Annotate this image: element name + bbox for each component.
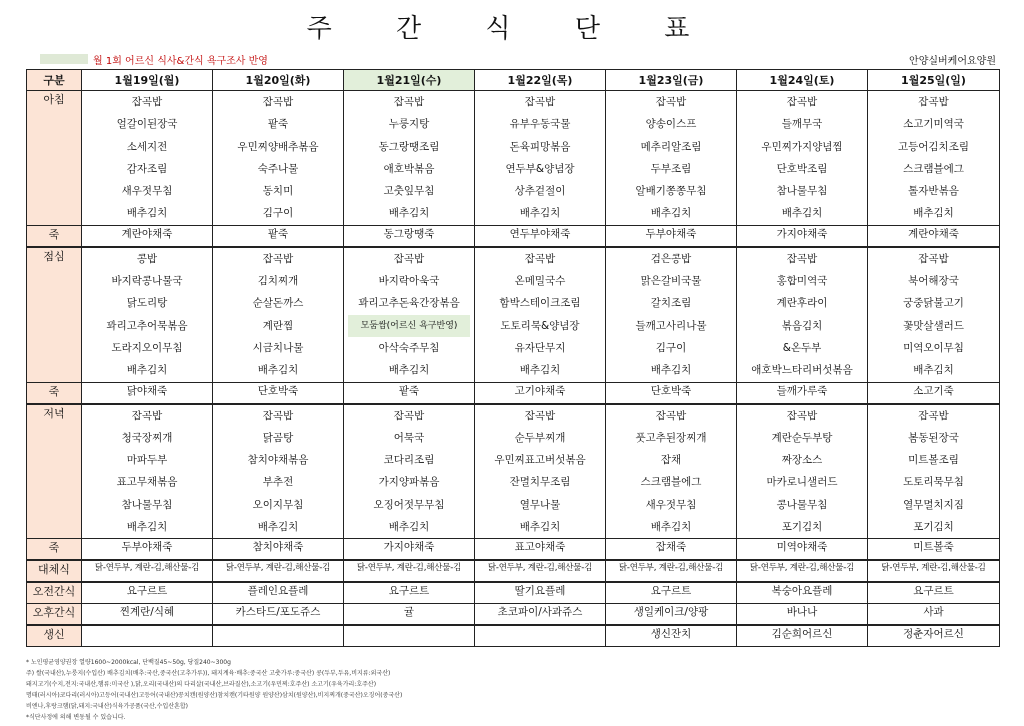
menu-item: 함박스테이크조림 (499, 297, 581, 310)
breakfast-porridge-cell: 연두부야채죽 (475, 225, 606, 247)
dinner-porridge-cell: 가지야채죽 (344, 539, 475, 561)
footnotes (26, 657, 1001, 723)
menu-item: 잡곡밥 (393, 409, 425, 422)
menu-item: 참치야채볶음 (247, 454, 309, 467)
menu-item: 순두부찌개 (514, 431, 566, 444)
pm-snack-cell: 카스타드/포도쥬스 (213, 604, 344, 626)
day-header: 1월21일(수) (344, 70, 475, 91)
breakfast-porridge-cell: 두부야채죽 (606, 225, 737, 247)
menu-item: 잡곡밥 (524, 252, 556, 265)
menu-item: 순살돈까스 (252, 297, 304, 310)
menu-item: 배추김치 (257, 364, 299, 377)
menu-item: 배추김치 (126, 521, 168, 534)
menu-item: 배추김치 (126, 364, 168, 377)
alternative-meal-cell: 닭-연두부, 계란-김,해산물-김 (737, 560, 868, 582)
menu-item: 고등어김치조림 (897, 140, 969, 153)
menu-item: 북어해장국 (908, 275, 959, 288)
birthday-cell: 정춘자어르신 (868, 625, 1000, 647)
footnote-line: * 노인평균영양권장 열량1600~2000kcal, 단백질45~50g, 당질240~300g (26, 659, 231, 666)
menu-item: 아삭숙주무침 (378, 341, 440, 354)
lunch-day-cell (737, 247, 868, 382)
am-snack-row (27, 582, 1000, 604)
menu-item: &온두부 (782, 341, 822, 354)
day-header: 1월20일(화) (213, 70, 344, 91)
birthday-cell: 생신잔치 (606, 625, 737, 647)
menu-item: 부추전 (262, 476, 294, 489)
menu-item: 우민찌표고버섯볶음 (494, 454, 586, 467)
menu-item: 새우젓무침 (645, 498, 697, 511)
menu-item: 배추김치 (519, 207, 561, 220)
lunch-porridge-cell: 닭야채죽 (82, 382, 213, 404)
am-snack-cell: 복숭아요플레 (737, 582, 868, 604)
menu-item: 얼갈이된장국 (116, 118, 178, 131)
menu-item: 도토리묵무침 (903, 476, 964, 489)
lunch-porridge-cell: 소고기죽 (868, 382, 1000, 404)
menu-item: 콩밥 (136, 252, 158, 265)
lunch-row (27, 247, 1000, 382)
menu-item: 연두부&양념장 (505, 162, 575, 175)
am-snack-cell: 요구르트 (344, 582, 475, 604)
menu-item: 계란후라이 (776, 297, 828, 310)
menu-item: 참나물무침 (776, 185, 828, 198)
alternative-meal-cell: 닭-연두부, 계란-김,해산물-김 (213, 560, 344, 582)
breakfast-porridge-label: 죽 (27, 225, 82, 247)
lunch-day-cell (344, 247, 475, 382)
pm-snack-label: 오후간식 (27, 604, 82, 626)
menu-item: 짜장소스 (781, 454, 823, 467)
breakfast-day-cell (868, 91, 1000, 226)
menu-item: 잡곡밥 (131, 409, 163, 422)
birthday-cell (475, 625, 606, 647)
breakfast-porridge-cell: 계란야채죽 (868, 225, 1000, 247)
menu-item: 계란순두부탕 (771, 431, 833, 444)
lunch-day-cell (606, 247, 737, 382)
menu-item: 동치미 (262, 185, 294, 198)
legend-text: 월 1회 어르신 식사&간식 욕구조사 반영 (93, 56, 268, 67)
day-header: 1월19일(월) (82, 70, 213, 91)
menu-item: 궁중닭불고기 (903, 297, 964, 310)
breakfast-day-cell (213, 91, 344, 226)
menu-item: 팥죽 (267, 118, 289, 131)
menu-item: 들깨고사리나물 (635, 319, 707, 332)
menu-item: 들깨무국 (781, 118, 823, 131)
menu-item: 표고무채볶음 (116, 476, 178, 489)
alternative-meal-label: 대체식 (27, 560, 82, 582)
menu-item: 코다리조림 (383, 454, 435, 467)
breakfast-label: 아침 (27, 91, 82, 226)
menu-item: 잡곡밥 (655, 96, 687, 108)
footnote-line: 주) 쌀(국내산),누룽지(수입산) 배추김치(배추:국산,중국산(고추가루)), 돼지계육·배추:중국산 고춧가루:중국산) 콩(두부,두유,비지류:외국산) (26, 670, 391, 677)
birthday-cell (213, 625, 344, 647)
menu-item: 유부우동국물 (509, 118, 571, 131)
menu-item: 마카로니샐러드 (766, 476, 838, 489)
lunch-porridge-cell: 팥죽 (344, 382, 475, 404)
menu-item: 배추김치 (388, 364, 430, 377)
menu-item: 잡곡밥 (918, 252, 949, 265)
dinner-porridge-cell: 두부야채죽 (82, 539, 213, 561)
menu-item: 잡곡밥 (262, 409, 294, 422)
menu-item: 열무멸치지짐 (903, 498, 964, 511)
menu-item: 김구이 (655, 341, 687, 354)
menu-item: 참나물무침 (121, 498, 173, 511)
menu-item: 톨자반볶음 (908, 185, 959, 198)
dinner-porridge-cell: 미역야채죽 (737, 539, 868, 561)
menu-item: 잡곡밥 (262, 252, 294, 265)
menu-item: 꽈리고추어묵볶음 (106, 319, 188, 332)
day-header: 1월25일(일) (868, 70, 1000, 91)
menu-item: 미트볼조림 (908, 454, 959, 467)
dinner-day-cell (213, 404, 344, 539)
menu-item: 배추김치 (388, 521, 430, 534)
lunch-porridge-cell: 단호박죽 (213, 382, 344, 404)
menu-item: 잡곡밥 (131, 96, 163, 108)
pm-snack-cell: 찐계란/식혜 (82, 604, 213, 626)
menu-item: 청국장찌개 (121, 431, 173, 444)
alternative-meal-cell: 닭-연두부, 계란-김,해산물-김 (82, 560, 213, 582)
breakfast-day-cell (606, 91, 737, 226)
lunch-day-cell (475, 247, 606, 382)
facility-name: 안양실버케어요양원 (909, 56, 996, 67)
pm-snack-cell: 바나나 (737, 604, 868, 626)
menu-item: 우민찌양배추볶음 (237, 140, 319, 153)
lunch-day-cell (868, 247, 1000, 382)
page-title: 주 간 식 단 표 (306, 14, 718, 44)
header-row (27, 70, 1000, 91)
menu-item: 열무나물 (519, 498, 561, 511)
menu-item: 잡곡밥 (655, 409, 687, 422)
alternative-meal-cell: 닭-연두부, 계란-김,해산물-김 (475, 560, 606, 582)
menu-item: 김구이 (262, 207, 294, 220)
dinner-porridge-label: 죽 (27, 539, 82, 561)
menu-item: 잡곡밥 (262, 96, 294, 108)
footnote-line: 명태(러시아)코다리(러시아)고등어(국내산)고등어(국내산)꽁치캔(원양산)참치캔(기타원양 원양산)삼치(원양산),비지찌개(중국산)오징어(중국산) (26, 692, 403, 699)
lunch-day-cell (213, 247, 344, 382)
menu-item: 마파두부 (126, 454, 168, 467)
footnote-line: *식단사정에 의해 변동될 수 있습니다. (26, 714, 126, 721)
menu-item: 오이지무침 (252, 498, 304, 511)
footnote-line: 돼지고기(수지,전지:국내산,햄류:미국산 ),닭,오리(국내산)의 다리살(국내산,브라질산),소고기(우민찌:호주산) 소고기(우육가리:호주산) (26, 681, 377, 688)
dinner-porridge-cell: 미트볼죽 (868, 539, 1000, 561)
menu-item: 애호박볶음 (383, 162, 435, 175)
menu-item: 소세지전 (126, 140, 168, 153)
breakfast-day-cell (737, 91, 868, 226)
menu-item: 새우젓무침 (121, 185, 173, 198)
menu-item: 스크램블에그 (903, 162, 964, 175)
pm-snack-cell: 초코파이/사과쥬스 (475, 604, 606, 626)
menu-item: 오징어젓무무침 (373, 498, 445, 511)
menu-item: 꽈리고추돈육간장볶음 (358, 297, 460, 310)
legend-swatch (40, 54, 88, 64)
menu-item: 볶음김치 (781, 319, 823, 332)
alternative-meal-row (27, 560, 1000, 582)
pm-snack-cell: 귤 (344, 604, 475, 626)
menu-item: 배추김치 (126, 207, 168, 220)
menu-item: 갈치조림 (650, 297, 692, 310)
day-header: 1월23일(금) (606, 70, 737, 91)
menu-item: 애호박느타리버섯볶음 (751, 364, 853, 377)
am-snack-cell: 플레인요플레 (213, 582, 344, 604)
menu-item: 꽃맛살샐러드 (903, 319, 964, 332)
menu-item: 배추김치 (913, 207, 954, 220)
am-snack-cell: 요구르트 (868, 582, 1000, 604)
menu-item: 검은콩밥 (650, 252, 692, 265)
dinner-day-cell (344, 404, 475, 539)
menu-item: 배추김치 (781, 207, 823, 220)
breakfast-porridge-row (27, 225, 1000, 247)
pm-snack-cell: 생일케이크/양팡 (606, 604, 737, 626)
lunch-porridge-cell: 고기야채죽 (475, 382, 606, 404)
weekly-menu-table (26, 69, 1000, 647)
birthday-label: 생신 (27, 625, 82, 647)
menu-item: 잡곡밥 (393, 96, 425, 108)
menu-item: 김치찌개 (257, 275, 299, 288)
menu-item: 잡곡밥 (918, 96, 949, 108)
menu-item: 잡곡밥 (393, 252, 425, 265)
menu-item: 포기김치 (781, 521, 823, 534)
menu-item: 바지락아욱국 (378, 275, 440, 288)
menu-item: 모둠쌈(어르신 욕구반영) (348, 315, 470, 337)
menu-item: 잡곡밥 (786, 252, 818, 265)
menu-item: 숙주나물 (257, 162, 299, 175)
menu-item: 맑은갈비국물 (640, 275, 702, 288)
menu-item: 고춧잎무침 (383, 185, 435, 198)
day-header: 1월24일(토) (737, 70, 868, 91)
menu-item: 배추김치 (257, 521, 299, 534)
breakfast-porridge-cell: 계란야채죽 (82, 225, 213, 247)
menu-item: 잔멸치무조림 (509, 476, 571, 489)
dinner-porridge-cell: 표고야채죽 (475, 539, 606, 561)
menu-item: 잡곡밥 (786, 96, 818, 108)
menu-item: 잡곡밥 (918, 409, 949, 422)
lunch-porridge-cell: 단호박죽 (606, 382, 737, 404)
am-snack-label: 오전간식 (27, 582, 82, 604)
menu-item: 봄동된장국 (908, 431, 959, 444)
menu-item: 스크램블에그 (640, 476, 702, 489)
dinner-row (27, 404, 1000, 539)
dinner-porridge-cell: 잡채죽 (606, 539, 737, 561)
menu-item: 바지락콩나물국 (111, 275, 183, 288)
birthday-cell (344, 625, 475, 647)
menu-item: 가지양파볶음 (378, 476, 440, 489)
menu-item: 배추김치 (650, 207, 692, 220)
alternative-meal-cell: 닭-연두부, 계란-김,해산물-김 (606, 560, 737, 582)
alternative-meal-cell: 닭-연두부, 계란-김,해산물-김 (868, 560, 1000, 582)
menu-item: 단호박조림 (776, 162, 828, 175)
am-snack-cell: 요구르트 (606, 582, 737, 604)
menu-item: 도라지오이무침 (111, 341, 183, 354)
breakfast-day-cell (475, 91, 606, 226)
lunch-day-cell (82, 247, 213, 382)
pm-snack-row (27, 604, 1000, 626)
menu-item: 양송이스프 (645, 118, 697, 131)
menu-item: 온메밀국수 (514, 275, 566, 288)
dinner-label: 저녁 (27, 404, 82, 539)
gubun-header: 구분 (27, 70, 82, 91)
menu-item: 잡곡밥 (786, 409, 818, 422)
menu-item: 배추김치 (650, 364, 692, 377)
menu-item: 배추김치 (650, 521, 692, 534)
menu-item: 우민찌가지양념찜 (761, 140, 843, 153)
menu-item: 배추김치 (519, 521, 561, 534)
menu-item: 미역오이무침 (903, 341, 964, 354)
menu-item: 알배기쫑쫑무침 (635, 185, 707, 198)
menu-item: 닭곰탕 (262, 431, 294, 444)
lunch-porridge-row (27, 382, 1000, 404)
menu-item: 콩나물무침 (776, 498, 828, 511)
lunch-porridge-label: 죽 (27, 382, 82, 404)
breakfast-porridge-cell: 동그랑땡죽 (344, 225, 475, 247)
menu-item: 잡채 (660, 454, 682, 467)
menu-item: 풋고추된장찌개 (635, 431, 707, 444)
pm-snack-cell: 사과 (868, 604, 1000, 626)
menu-item: 시금치나물 (252, 341, 304, 354)
lunch-porridge-cell: 들깨가루죽 (737, 382, 868, 404)
dinner-day-cell (606, 404, 737, 539)
breakfast-day-cell (344, 91, 475, 226)
menu-item: 잡곡밥 (524, 409, 556, 422)
footnote-line: 비엔나,후랑크햄(닭,돼지:국내산)식육가공품(국산,수입산혼합) (26, 703, 189, 710)
dinner-day-cell (737, 404, 868, 539)
breakfast-day-cell (82, 91, 213, 226)
menu-item: 배추김치 (913, 364, 954, 377)
lunch-label: 점심 (27, 247, 82, 382)
breakfast-porridge-cell: 가지야채죽 (737, 225, 868, 247)
menu-item: 포기김치 (913, 521, 954, 534)
birthday-cell (82, 625, 213, 647)
menu-item: 감자조림 (126, 162, 168, 175)
menu-item: 소고기미역국 (903, 118, 964, 131)
menu-item: 배추김치 (519, 364, 561, 377)
dinner-day-cell (82, 404, 213, 539)
menu-item: 상추겉절이 (514, 185, 566, 198)
menu-item: 잡곡밥 (524, 96, 556, 108)
menu-item: 계란찜 (262, 319, 294, 332)
dinner-day-cell (868, 404, 1000, 539)
birthday-cell: 김순희어르신 (737, 625, 868, 647)
menu-item: 동그랑땡조림 (378, 140, 440, 153)
day-header: 1월22일(목) (475, 70, 606, 91)
menu-item: 두부조림 (650, 162, 692, 175)
dinner-porridge-cell: 참치야채죽 (213, 539, 344, 561)
dinner-day-cell (475, 404, 606, 539)
menu-item: 유자단무지 (514, 341, 566, 354)
alternative-meal-cell: 닭-연두부, 계란-김,해산물-김 (344, 560, 475, 582)
am-snack-cell: 요구르트 (82, 582, 213, 604)
menu-item: 어묵국 (393, 431, 425, 444)
dinner-porridge-row (27, 539, 1000, 561)
breakfast-porridge-cell: 팥죽 (213, 225, 344, 247)
birthday-row (27, 625, 1000, 647)
menu-item: 도토리묵&양념장 (500, 319, 580, 332)
menu-item: 닭도리탕 (126, 297, 168, 310)
menu-item: 메추리알조림 (640, 140, 702, 153)
menu-item: 홍합미역국 (776, 275, 828, 288)
breakfast-row (27, 91, 1000, 226)
menu-item: 돈육피망볶음 (509, 140, 571, 153)
menu-item: 누룽지탕 (388, 118, 430, 131)
am-snack-cell: 딸기요플레 (475, 582, 606, 604)
menu-item: 배추김치 (388, 207, 430, 220)
